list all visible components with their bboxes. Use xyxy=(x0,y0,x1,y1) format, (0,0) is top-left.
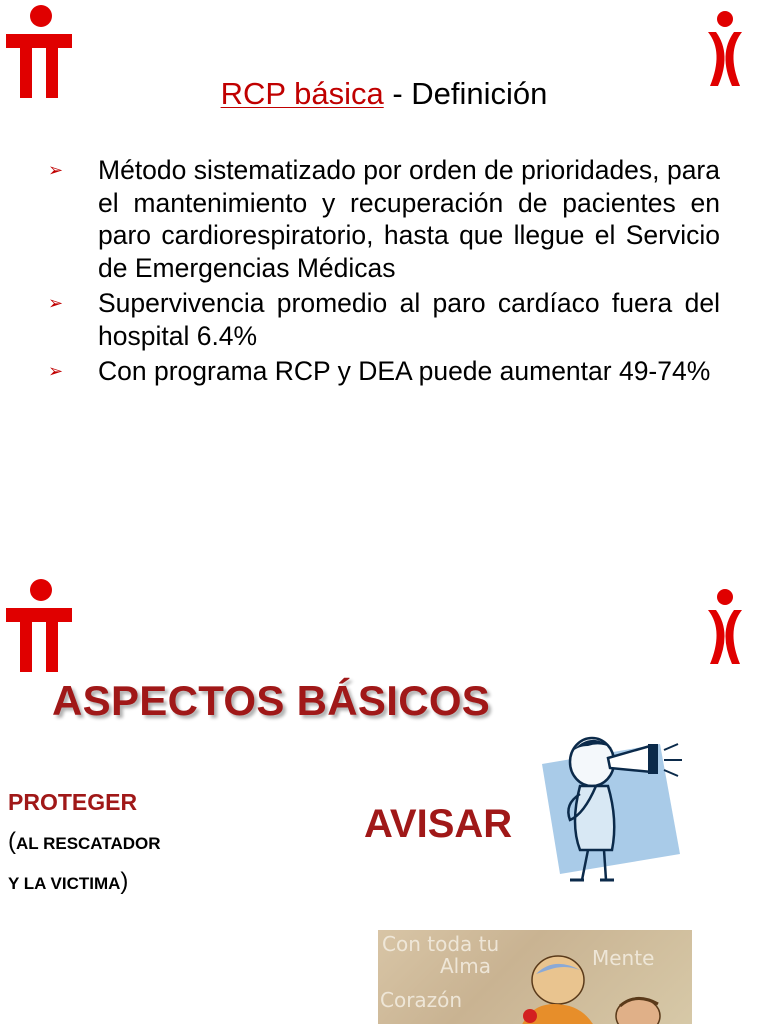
arrow-bullet-icon: ➢ xyxy=(48,293,64,313)
bullet-text: Supervivencia promedio al paro cardíaco fuera del hospital 6.4% xyxy=(98,288,720,351)
proteger-label: PROTEGER xyxy=(8,789,138,815)
photo-word: Mente xyxy=(592,946,655,970)
bullet-list xyxy=(48,154,720,391)
arrow-bullet-icon: ➢ xyxy=(48,361,64,381)
red-cross-logo-left xyxy=(6,578,76,678)
slide-title xyxy=(0,76,768,112)
slide-aspectos-basicos xyxy=(0,512,768,1024)
bullet-item xyxy=(48,154,720,284)
megaphone-woman-clipart-icon xyxy=(540,724,700,884)
bullet-item xyxy=(48,287,720,352)
title-rcp-basica: RCP básica xyxy=(220,76,384,111)
bullet-text: Con programa RCP y DEA puede aumentar 49-74% xyxy=(98,356,711,386)
arrow-bullet-icon: ➢ xyxy=(48,160,64,180)
cpr-photo xyxy=(378,930,692,1024)
slide-title: ASPECTOS BÁSICOS xyxy=(52,677,491,724)
title-definicion: - Definición xyxy=(383,76,548,111)
photo-word: Corazón xyxy=(380,988,463,1012)
bullet-item xyxy=(48,355,720,388)
bullet-text: Método sistematizado por orden de prioridades, para el mantenimiento y recuperación de pacientes en paro cardiorespiratorio, hasta que llegue el Servicio de Emergencias Médicas xyxy=(98,155,720,283)
photo-word: Alma xyxy=(440,954,491,978)
avisar-label: AVISAR xyxy=(364,802,513,846)
rescatador-line: (AL RESCATADOR xyxy=(8,828,161,855)
emergency-logo-right xyxy=(700,588,750,668)
victima-line: Y LA VICTIMA) xyxy=(8,868,129,895)
photo-word: Con toda tu xyxy=(382,932,500,956)
cpr-people-illustration xyxy=(508,944,692,1024)
